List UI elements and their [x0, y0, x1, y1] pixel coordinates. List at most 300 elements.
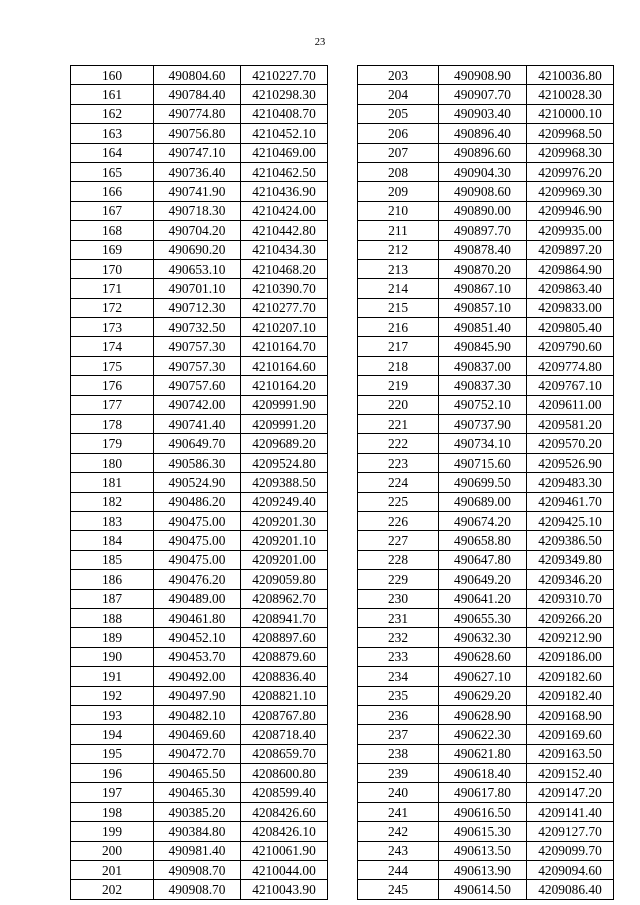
table-row — [358, 686, 614, 705]
table-row — [71, 104, 328, 123]
x-coordinate-cell: 490718.30 — [154, 201, 241, 220]
table-row — [358, 861, 614, 880]
table-row — [358, 764, 614, 783]
table-row — [358, 66, 614, 85]
point-number-cell: 241 — [358, 802, 439, 821]
table-row — [71, 66, 328, 85]
y-coordinate-cell: 4209689.20 — [241, 434, 328, 453]
y-coordinate-cell: 4208659.70 — [241, 744, 328, 763]
point-number-cell: 189 — [71, 628, 154, 647]
point-number-cell: 239 — [358, 764, 439, 783]
point-number-cell: 245 — [358, 880, 439, 899]
point-number-cell: 202 — [71, 880, 154, 899]
x-coordinate-cell: 490896.60 — [439, 143, 527, 162]
x-coordinate-cell: 490674.20 — [439, 511, 527, 530]
y-coordinate-cell: 4210036.80 — [527, 66, 614, 85]
x-coordinate-cell: 490475.00 — [154, 531, 241, 550]
table-row — [71, 162, 328, 181]
x-coordinate-cell: 490715.60 — [439, 453, 527, 472]
x-coordinate-cell: 490878.40 — [439, 240, 527, 259]
x-coordinate-cell: 490756.80 — [154, 124, 241, 143]
point-number-cell: 242 — [358, 822, 439, 841]
coordinates-table-right — [357, 65, 614, 900]
x-coordinate-cell: 490837.30 — [439, 376, 527, 395]
x-coordinate-cell: 490453.70 — [154, 647, 241, 666]
x-coordinate-cell: 490617.80 — [439, 783, 527, 802]
point-number-cell: 222 — [358, 434, 439, 453]
y-coordinate-cell: 4210164.70 — [241, 337, 328, 356]
x-coordinate-cell: 490690.20 — [154, 240, 241, 259]
point-number-cell: 197 — [71, 783, 154, 802]
x-coordinate-cell: 490774.80 — [154, 104, 241, 123]
table-row — [71, 395, 328, 414]
point-number-cell: 214 — [358, 279, 439, 298]
point-number-cell: 175 — [71, 356, 154, 375]
x-coordinate-cell: 490524.90 — [154, 473, 241, 492]
y-coordinate-cell: 4209386.50 — [527, 531, 614, 550]
point-number-cell: 213 — [358, 259, 439, 278]
x-coordinate-cell: 490622.30 — [439, 725, 527, 744]
y-coordinate-cell: 4210298.30 — [241, 85, 328, 104]
point-number-cell: 238 — [358, 744, 439, 763]
y-coordinate-cell: 4210164.20 — [241, 376, 328, 395]
y-coordinate-cell: 4209168.90 — [527, 705, 614, 724]
table-row — [71, 298, 328, 317]
x-coordinate-cell: 490613.50 — [439, 841, 527, 860]
point-number-cell: 228 — [358, 550, 439, 569]
x-coordinate-cell: 490851.40 — [439, 318, 527, 337]
table-row — [358, 124, 614, 143]
table-row — [71, 628, 328, 647]
y-coordinate-cell: 4209611.00 — [527, 395, 614, 414]
table-row — [71, 686, 328, 705]
y-coordinate-cell: 4208836.40 — [241, 667, 328, 686]
y-coordinate-cell: 4209127.70 — [527, 822, 614, 841]
y-coordinate-cell: 4208897.60 — [241, 628, 328, 647]
y-coordinate-cell: 4210462.50 — [241, 162, 328, 181]
y-coordinate-cell: 4209969.30 — [527, 182, 614, 201]
x-coordinate-cell: 490734.10 — [439, 434, 527, 453]
point-number-cell: 184 — [71, 531, 154, 550]
y-coordinate-cell: 4209201.00 — [241, 550, 328, 569]
x-coordinate-cell: 490981.40 — [154, 841, 241, 860]
x-coordinate-cell: 490658.80 — [439, 531, 527, 550]
point-number-cell: 210 — [358, 201, 439, 220]
table-row — [71, 861, 328, 880]
table-row — [71, 822, 328, 841]
point-number-cell: 232 — [358, 628, 439, 647]
point-number-cell: 231 — [358, 608, 439, 627]
point-number-cell: 226 — [358, 511, 439, 530]
x-coordinate-cell: 490618.40 — [439, 764, 527, 783]
x-coordinate-cell: 490736.40 — [154, 162, 241, 181]
y-coordinate-cell: 4209186.00 — [527, 647, 614, 666]
y-coordinate-cell: 4208426.10 — [241, 822, 328, 841]
table-row — [71, 221, 328, 240]
table-row — [71, 570, 328, 589]
y-coordinate-cell: 4209099.70 — [527, 841, 614, 860]
point-number-cell: 230 — [358, 589, 439, 608]
x-coordinate-cell: 490616.50 — [439, 802, 527, 821]
table-row — [358, 511, 614, 530]
table-row — [358, 221, 614, 240]
point-number-cell: 174 — [71, 337, 154, 356]
y-coordinate-cell: 4208962.70 — [241, 589, 328, 608]
x-coordinate-cell: 490476.20 — [154, 570, 241, 589]
y-coordinate-cell: 4209774.80 — [527, 356, 614, 375]
point-number-cell: 233 — [358, 647, 439, 666]
table-row — [358, 453, 614, 472]
y-coordinate-cell: 4209182.60 — [527, 667, 614, 686]
table-row — [71, 182, 328, 201]
x-coordinate-cell: 490655.30 — [439, 608, 527, 627]
y-coordinate-cell: 4209059.80 — [241, 570, 328, 589]
y-coordinate-cell: 4209790.60 — [527, 337, 614, 356]
table-row — [71, 240, 328, 259]
table-row — [71, 744, 328, 763]
y-coordinate-cell: 4209310.70 — [527, 589, 614, 608]
table-row — [71, 705, 328, 724]
point-number-cell: 171 — [71, 279, 154, 298]
y-coordinate-cell: 4210207.10 — [241, 318, 328, 337]
x-coordinate-cell: 490613.90 — [439, 861, 527, 880]
point-number-cell: 161 — [71, 85, 154, 104]
y-coordinate-cell: 4210468.20 — [241, 259, 328, 278]
table-row — [71, 725, 328, 744]
point-number-cell: 164 — [71, 143, 154, 162]
table-row — [358, 550, 614, 569]
table-row — [358, 298, 614, 317]
table-row — [358, 182, 614, 201]
point-number-cell: 177 — [71, 395, 154, 414]
x-coordinate-cell: 490752.10 — [439, 395, 527, 414]
point-number-cell: 185 — [71, 550, 154, 569]
point-number-cell: 167 — [71, 201, 154, 220]
x-coordinate-cell: 490384.80 — [154, 822, 241, 841]
point-number-cell: 237 — [358, 725, 439, 744]
table-row — [358, 841, 614, 860]
y-coordinate-cell: 4209991.20 — [241, 415, 328, 434]
y-coordinate-cell: 4209897.20 — [527, 240, 614, 259]
table-row — [71, 201, 328, 220]
x-coordinate-cell: 490757.30 — [154, 356, 241, 375]
x-coordinate-cell: 490482.10 — [154, 705, 241, 724]
y-coordinate-cell: 4210469.00 — [241, 143, 328, 162]
y-coordinate-cell: 4209094.60 — [527, 861, 614, 880]
x-coordinate-cell: 490489.00 — [154, 589, 241, 608]
x-coordinate-cell: 490627.10 — [439, 667, 527, 686]
point-number-cell: 212 — [358, 240, 439, 259]
table-row — [71, 337, 328, 356]
point-number-cell: 205 — [358, 104, 439, 123]
y-coordinate-cell: 4210000.10 — [527, 104, 614, 123]
x-coordinate-cell: 490857.10 — [439, 298, 527, 317]
table-row — [358, 783, 614, 802]
y-coordinate-cell: 4209141.40 — [527, 802, 614, 821]
x-coordinate-cell: 490486.20 — [154, 492, 241, 511]
table-row — [71, 259, 328, 278]
table-row — [358, 473, 614, 492]
y-coordinate-cell: 4210227.70 — [241, 66, 328, 85]
table-row — [358, 744, 614, 763]
y-coordinate-cell: 4209266.20 — [527, 608, 614, 627]
table-row — [71, 589, 328, 608]
y-coordinate-cell: 4209767.10 — [527, 376, 614, 395]
table-row — [358, 318, 614, 337]
y-coordinate-cell: 4209570.20 — [527, 434, 614, 453]
table-row — [71, 647, 328, 666]
y-coordinate-cell: 4209346.20 — [527, 570, 614, 589]
x-coordinate-cell: 490757.30 — [154, 337, 241, 356]
x-coordinate-cell: 490784.40 — [154, 85, 241, 104]
x-coordinate-cell: 490737.90 — [439, 415, 527, 434]
x-coordinate-cell: 490641.20 — [439, 589, 527, 608]
point-number-cell: 215 — [358, 298, 439, 317]
y-coordinate-cell: 4209864.90 — [527, 259, 614, 278]
point-number-cell: 186 — [71, 570, 154, 589]
point-number-cell: 195 — [71, 744, 154, 763]
x-coordinate-cell: 490653.10 — [154, 259, 241, 278]
table-row — [71, 802, 328, 821]
x-coordinate-cell: 490907.70 — [439, 85, 527, 104]
table-row — [358, 143, 614, 162]
point-number-cell: 179 — [71, 434, 154, 453]
x-coordinate-cell: 490867.10 — [439, 279, 527, 298]
point-number-cell: 180 — [71, 453, 154, 472]
table-row — [358, 201, 614, 220]
x-coordinate-cell: 490649.20 — [439, 570, 527, 589]
x-coordinate-cell: 490452.10 — [154, 628, 241, 647]
x-coordinate-cell: 490465.30 — [154, 783, 241, 802]
point-number-cell: 163 — [71, 124, 154, 143]
x-coordinate-cell: 490615.30 — [439, 822, 527, 841]
table-row — [71, 453, 328, 472]
y-coordinate-cell: 4209169.60 — [527, 725, 614, 744]
table-row — [71, 318, 328, 337]
point-number-cell: 243 — [358, 841, 439, 860]
point-number-cell: 183 — [71, 511, 154, 530]
point-number-cell: 170 — [71, 259, 154, 278]
x-coordinate-cell: 490632.30 — [439, 628, 527, 647]
y-coordinate-cell: 4210164.60 — [241, 356, 328, 375]
y-coordinate-cell: 4209212.90 — [527, 628, 614, 647]
point-number-cell: 217 — [358, 337, 439, 356]
table-row — [358, 570, 614, 589]
table-row — [358, 240, 614, 259]
table-row — [71, 473, 328, 492]
point-number-cell: 194 — [71, 725, 154, 744]
page-number: 23 — [314, 37, 326, 48]
x-coordinate-cell: 490908.70 — [154, 880, 241, 899]
point-number-cell: 229 — [358, 570, 439, 589]
y-coordinate-cell: 4210390.70 — [241, 279, 328, 298]
y-coordinate-cell: 4208879.60 — [241, 647, 328, 666]
point-number-cell: 207 — [358, 143, 439, 162]
x-coordinate-cell: 490628.60 — [439, 647, 527, 666]
y-coordinate-cell: 4210442.80 — [241, 221, 328, 240]
table-row — [71, 124, 328, 143]
y-coordinate-cell: 4209182.40 — [527, 686, 614, 705]
x-coordinate-cell: 490908.60 — [439, 182, 527, 201]
table-row — [358, 162, 614, 181]
y-coordinate-cell: 4209163.50 — [527, 744, 614, 763]
point-number-cell: 176 — [71, 376, 154, 395]
y-coordinate-cell: 4209461.70 — [527, 492, 614, 511]
y-coordinate-cell: 4209483.30 — [527, 473, 614, 492]
point-number-cell: 166 — [71, 182, 154, 201]
x-coordinate-cell: 490897.70 — [439, 221, 527, 240]
table-row — [358, 337, 614, 356]
point-number-cell: 236 — [358, 705, 439, 724]
x-coordinate-cell: 490904.30 — [439, 162, 527, 181]
x-coordinate-cell: 490472.70 — [154, 744, 241, 763]
x-coordinate-cell: 490742.00 — [154, 395, 241, 414]
y-coordinate-cell: 4209249.40 — [241, 492, 328, 511]
y-coordinate-cell: 4208767.80 — [241, 705, 328, 724]
x-coordinate-cell: 490747.10 — [154, 143, 241, 162]
y-coordinate-cell: 4208941.70 — [241, 608, 328, 627]
point-number-cell: 198 — [71, 802, 154, 821]
y-coordinate-cell: 4209581.20 — [527, 415, 614, 434]
point-number-cell: 165 — [71, 162, 154, 181]
x-coordinate-cell: 490732.50 — [154, 318, 241, 337]
x-coordinate-cell: 490465.50 — [154, 764, 241, 783]
coordinates-table-left — [70, 65, 328, 900]
x-coordinate-cell: 490804.60 — [154, 66, 241, 85]
point-number-cell: 216 — [358, 318, 439, 337]
y-coordinate-cell: 4209946.90 — [527, 201, 614, 220]
y-coordinate-cell: 4209968.30 — [527, 143, 614, 162]
y-coordinate-cell: 4210043.90 — [241, 880, 328, 899]
x-coordinate-cell: 490699.50 — [439, 473, 527, 492]
point-number-cell: 191 — [71, 667, 154, 686]
point-number-cell: 209 — [358, 182, 439, 201]
point-number-cell: 192 — [71, 686, 154, 705]
point-number-cell: 211 — [358, 221, 439, 240]
table-row — [358, 647, 614, 666]
y-coordinate-cell: 4210061.90 — [241, 841, 328, 860]
table-row — [358, 85, 614, 104]
y-coordinate-cell: 4208599.40 — [241, 783, 328, 802]
y-coordinate-cell: 4209991.90 — [241, 395, 328, 414]
x-coordinate-cell: 490475.00 — [154, 550, 241, 569]
x-coordinate-cell: 490704.20 — [154, 221, 241, 240]
table-row — [71, 492, 328, 511]
table-row — [71, 783, 328, 802]
y-coordinate-cell: 4210434.30 — [241, 240, 328, 259]
table-row — [358, 376, 614, 395]
table-row — [358, 705, 614, 724]
table-row — [358, 395, 614, 414]
y-coordinate-cell: 4208718.40 — [241, 725, 328, 744]
x-coordinate-cell: 490701.10 — [154, 279, 241, 298]
x-coordinate-cell: 490896.40 — [439, 124, 527, 143]
table-row — [71, 531, 328, 550]
table-row — [71, 764, 328, 783]
point-number-cell: 200 — [71, 841, 154, 860]
table-row — [358, 492, 614, 511]
y-coordinate-cell: 4208600.80 — [241, 764, 328, 783]
y-coordinate-cell: 4209805.40 — [527, 318, 614, 337]
table-row — [71, 279, 328, 298]
point-number-cell: 196 — [71, 764, 154, 783]
y-coordinate-cell: 4210277.70 — [241, 298, 328, 317]
table-row — [358, 667, 614, 686]
table-row — [358, 434, 614, 453]
point-number-cell: 227 — [358, 531, 439, 550]
coordinates-table-left-body — [71, 66, 328, 900]
y-coordinate-cell: 4209152.40 — [527, 764, 614, 783]
table-row — [71, 143, 328, 162]
point-number-cell: 178 — [71, 415, 154, 434]
x-coordinate-cell: 490475.00 — [154, 511, 241, 530]
x-coordinate-cell: 490845.90 — [439, 337, 527, 356]
y-coordinate-cell: 4210028.30 — [527, 85, 614, 104]
x-coordinate-cell: 490621.80 — [439, 744, 527, 763]
y-coordinate-cell: 4209524.80 — [241, 453, 328, 472]
table-row — [71, 550, 328, 569]
table-row — [71, 356, 328, 375]
x-coordinate-cell: 490689.00 — [439, 492, 527, 511]
y-coordinate-cell: 4209935.00 — [527, 221, 614, 240]
table-row — [71, 608, 328, 627]
x-coordinate-cell: 490890.00 — [439, 201, 527, 220]
y-coordinate-cell: 4210424.00 — [241, 201, 328, 220]
point-number-cell: 206 — [358, 124, 439, 143]
point-number-cell: 244 — [358, 861, 439, 880]
y-coordinate-cell: 4209833.00 — [527, 298, 614, 317]
point-number-cell: 234 — [358, 667, 439, 686]
point-number-cell: 173 — [71, 318, 154, 337]
point-number-cell: 181 — [71, 473, 154, 492]
table-row — [358, 802, 614, 821]
y-coordinate-cell: 4209349.80 — [527, 550, 614, 569]
point-number-cell: 208 — [358, 162, 439, 181]
table-row — [358, 725, 614, 744]
table-row — [71, 841, 328, 860]
table-row — [358, 531, 614, 550]
y-coordinate-cell: 4209968.50 — [527, 124, 614, 143]
point-number-cell: 190 — [71, 647, 154, 666]
point-number-cell: 220 — [358, 395, 439, 414]
x-coordinate-cell: 490628.90 — [439, 705, 527, 724]
x-coordinate-cell: 490870.20 — [439, 259, 527, 278]
x-coordinate-cell: 490385.20 — [154, 802, 241, 821]
point-number-cell: 193 — [71, 705, 154, 724]
y-coordinate-cell: 4209863.40 — [527, 279, 614, 298]
table-row — [71, 511, 328, 530]
table-row — [71, 376, 328, 395]
table-row — [358, 822, 614, 841]
x-coordinate-cell: 490908.70 — [154, 861, 241, 880]
table-row — [71, 434, 328, 453]
point-number-cell: 203 — [358, 66, 439, 85]
point-number-cell: 218 — [358, 356, 439, 375]
point-number-cell: 240 — [358, 783, 439, 802]
table-row — [71, 85, 328, 104]
x-coordinate-cell: 490741.40 — [154, 415, 241, 434]
x-coordinate-cell: 490469.60 — [154, 725, 241, 744]
table-row — [358, 628, 614, 647]
y-coordinate-cell: 4209425.10 — [527, 511, 614, 530]
y-coordinate-cell: 4209201.30 — [241, 511, 328, 530]
x-coordinate-cell: 490492.00 — [154, 667, 241, 686]
point-number-cell: 172 — [71, 298, 154, 317]
y-coordinate-cell: 4208426.60 — [241, 802, 328, 821]
x-coordinate-cell: 490649.70 — [154, 434, 241, 453]
table-row — [71, 667, 328, 686]
table-row — [358, 104, 614, 123]
